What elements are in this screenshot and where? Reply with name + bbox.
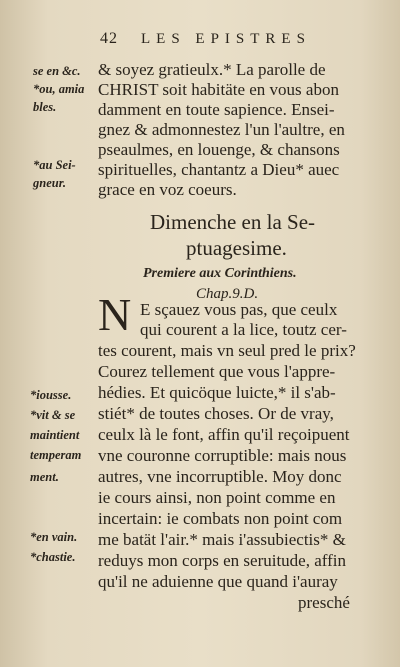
margin-note: gneur. — [33, 176, 67, 190]
text-line: vne couronne corruptible: mais nous — [98, 446, 347, 465]
text-line: ie cours ainsi, non point comme en — [98, 488, 336, 507]
text-line: hédies. Et quicöque luicte,* il s'ab- — [98, 383, 336, 402]
text-line: pseaulmes, en louenge, & chansons — [98, 140, 340, 159]
text-line: gnez & admonnestez l'un l'aultre, en — [98, 120, 345, 139]
page-header — [100, 30, 311, 48]
section-title: Dimenche en la Se- — [150, 210, 316, 234]
margin-note: temperam — [30, 448, 82, 462]
text-line: qu'il ne aduienne que quand i'auray — [98, 572, 338, 591]
margin-note: *vit & se — [30, 408, 76, 422]
section-title: ptuagesime. — [186, 236, 287, 260]
margin-note: se en &c. — [33, 64, 81, 78]
page-number: 42 — [100, 30, 118, 47]
text-line: stiét* de toutes choses. Or de vray, — [98, 404, 334, 423]
margin-note: ment. — [30, 470, 59, 484]
margin-note: maintient — [30, 428, 80, 442]
text-line: me batät l'air.* mais i'assubiectis* & — [98, 530, 346, 549]
margin-note: *au Sei- — [33, 158, 76, 172]
catchword: presché — [298, 593, 350, 612]
text-line: spirituelles, chantantz a Dieu* auec — [98, 160, 340, 179]
text-line: autres, vne incorruptible. Moy donc — [98, 467, 342, 486]
text-line: Courez tellement que vous l'appre- — [98, 362, 336, 381]
margin-note: bles. — [33, 100, 57, 114]
margin-note: *en vain. — [30, 530, 78, 544]
running-title: LES EPISTRES — [141, 31, 311, 47]
section-subtitle: Premiere aux Corinthiens. — [143, 266, 297, 281]
margin-note: *iousse. — [30, 388, 72, 402]
text-line: grace en voz coeurs. — [98, 180, 237, 199]
text-line: ceulx là le font, affin qu'il reçoipuent — [98, 425, 350, 444]
text-line: qui courent a la lice, toutz cer- — [140, 320, 347, 339]
text-line: incertain: ie combats non point com — [98, 509, 343, 528]
chapter-reference: Chap.9.D. — [196, 286, 259, 302]
text-line: & soyez gratieulx.* La parolle de — [98, 60, 326, 79]
text-line: damment en toute sapience. Ensei- — [98, 100, 335, 119]
drop-cap: N — [98, 289, 132, 340]
text-line: tes courent, mais vn seul pred le prix? — [98, 341, 356, 360]
margin-note: *ou, amia — [33, 82, 85, 96]
text-line: CHRIST soit habitäte en vous abon — [98, 80, 339, 99]
text-line: reduys mon corps en seruitude, affin — [98, 551, 347, 570]
margin-note: *chastie. — [30, 550, 76, 564]
text-line: E sçauez vous pas, que ceulx — [140, 300, 338, 319]
